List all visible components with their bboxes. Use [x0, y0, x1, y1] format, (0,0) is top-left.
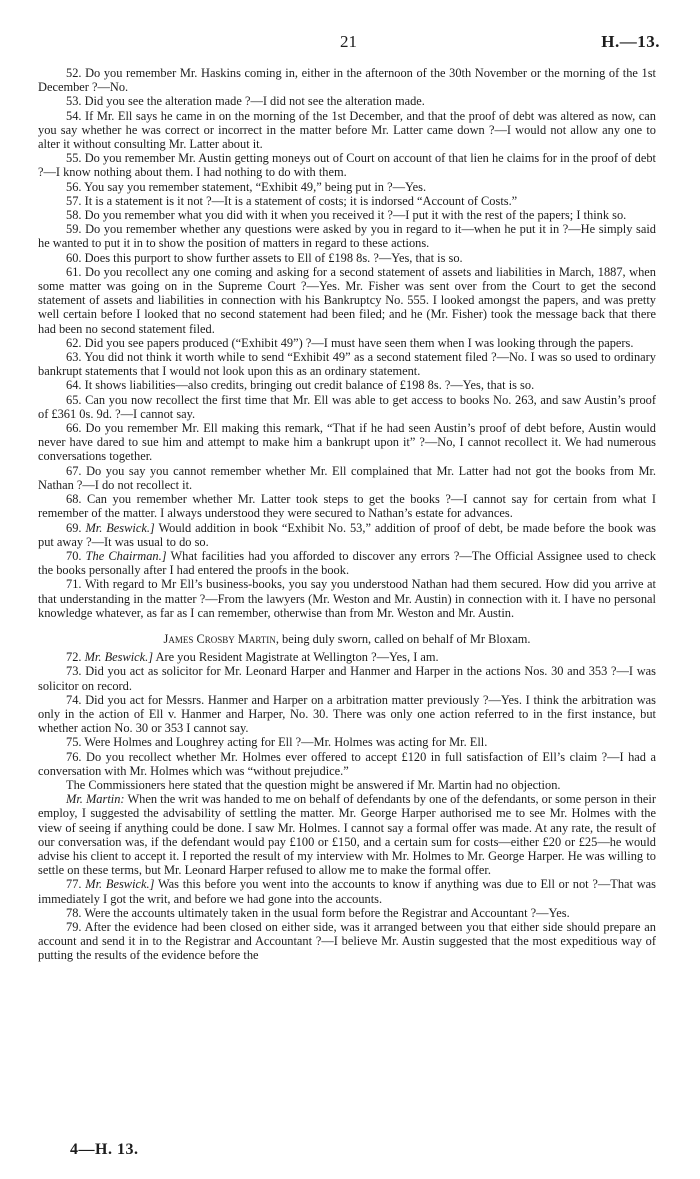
witness-oath: , being duly sworn, called on behalf of Mr Bloxam.	[275, 631, 531, 646]
question-text: After the evidence had been closed on either side, was it arranged between you that either side should prepare an account and send it in to the Registrar and Accountant ?—I believe Mr. Austin suggested that the most expeditious way of putting the results of the evidence before the	[38, 919, 657, 963]
paragraph-62	[38, 336, 656, 350]
page-header	[0, 32, 700, 52]
paragraph-59	[38, 222, 656, 250]
paragraph-76	[38, 750, 656, 778]
question-number: 67.	[66, 463, 82, 478]
question-text: Can you remember whether Mr. Latter took steps to get the books ?—I cannot say for certain from what I remember of the matter. I always understood they were secured to Nathan’s estate for advances.	[38, 492, 656, 521]
question-number: 53.	[66, 94, 82, 109]
question-text: Do you remember whether any questions were asked by you in regard to it—when he put it in ?—He simply said he wanted to put it in to show the position of matters in regard to these actions.	[38, 222, 656, 251]
paragraph-68	[38, 492, 656, 520]
question-text: Did you act for Messrs. Hanmer and Harper on a arbitration matter previously ?—Yes. I think the arbitration was only in the action of Ell v. Hanmer and Harper, No. 30. There was only one action referred to in the first instance, but whether action No. 30 or 353 I cannot say.	[38, 692, 656, 736]
paragraph-67	[38, 464, 656, 492]
question-number: 73.	[66, 664, 82, 679]
question-number: 75.	[66, 735, 82, 750]
question-text: Did you see papers produced (“Exhibit 49”) ?—I must have seen them when I was looking through the papers.	[84, 335, 634, 350]
question-text: Do you remember what you did with it when you received it ?—I put it with the rest of the papers; I think so.	[84, 208, 627, 223]
question-text: It shows liabilities—also credits, bringing out credit balance of £198 8s. ?—Yes, that is so.	[84, 378, 535, 393]
paragraph-77	[38, 877, 656, 905]
question-number: 65.	[66, 392, 82, 407]
speaker-label: Mr. Martin:	[66, 792, 125, 807]
question-number: 74.	[66, 692, 82, 707]
paragraph-79	[38, 920, 656, 963]
question-text: Would addition in book “Exhibit No. 53,” addition of proof of debt, be made before the book was put away ?—It was usual to do so.	[38, 520, 656, 549]
question-number: 70.	[66, 548, 82, 563]
body-text	[38, 66, 656, 963]
paragraph-55	[38, 151, 656, 179]
question-text: Do you remember Mr. Haskins coming in, either in the afternoon of the 30th November or the morning of the 1st December ?—No.	[38, 66, 656, 95]
question-number: 71.	[66, 577, 82, 592]
paragraph-54	[38, 109, 656, 152]
question-number: 58.	[66, 208, 82, 223]
question-text: If Mr. Ell says he came in on the morning of the 1st December, and that the proof of debt was altered as now, can you say whether he was correct or incorrect in the matter before Mr. Latter came down ?—I would not allow any one to alter it without consulting Mr. Latter about it.	[38, 108, 656, 152]
paragraph-65	[38, 393, 656, 421]
question-number: 78.	[66, 905, 82, 920]
speaker-label: Mr. Beswick.]	[85, 877, 155, 892]
paragraph-75	[38, 735, 656, 749]
question-number: 69.	[66, 520, 82, 535]
paragraph-56	[38, 180, 656, 194]
question-text: Does this purport to show further assets to Ell of £198 8s. ?—Yes, that is so.	[84, 250, 463, 265]
question-number: 79.	[66, 919, 82, 934]
question-number: 55.	[66, 151, 82, 166]
question-text: Do you recollect any one coming and asking for a second statement of assets and liabilities in March, 1887, when some matter was going on in the Supreme Court ?—Yes. Mr. Fisher was sent over from the Court to get the second statement of assets and liabilities in connection with his Bankruptcy No. 555. I looked amongst the papers, and was pretty well certain before I looked that no second statement had been filed; and he (Mr. Fisher) took the message back that there had been no second statement filed.	[38, 264, 656, 336]
paragraph-70	[38, 549, 656, 577]
question-text: You did not think it worth while to send “Exhibit 49” as a second statement filed ?—No. I was so used to ordinary bankrupt statements that I would not look upon this as an ordinary statement.	[38, 350, 656, 379]
question-text: Did you see the alteration made ?—I did not see the alteration made.	[84, 94, 425, 109]
question-number: 52.	[66, 66, 82, 80]
question-number: 64.	[66, 378, 82, 393]
question-number: 76.	[66, 749, 82, 764]
question-number: 68.	[66, 492, 82, 507]
question-number: 60.	[66, 250, 82, 265]
paragraph-69	[38, 521, 656, 549]
question-number: 77.	[66, 877, 82, 892]
speaker-label: Mr. Beswick.]	[84, 650, 154, 665]
question-number: 63.	[66, 350, 82, 365]
witness-heading	[38, 632, 656, 646]
question-text: Were Holmes and Loughrey acting for Ell ?—Mr. Holmes was acting for Mr. Ell.	[84, 735, 488, 750]
question-number: 56.	[66, 179, 82, 194]
question-text: Do you say you cannot remember whether Mr. Ell complained that Mr. Latter had not got the books from Mr. Nathan ?—I do not recollect it.	[38, 463, 656, 492]
paragraph-64	[38, 378, 656, 392]
question-number: 54.	[66, 108, 82, 123]
question-text: You say you remember statement, “Exhibit 49,” being put in ?—Yes.	[84, 179, 427, 194]
page-number: 21	[340, 32, 357, 51]
martin-statement	[38, 792, 656, 877]
commissioners-note: The Commissioners here stated that the question might be answered if Mr. Martin had no objection.	[66, 777, 561, 792]
question-number: 61.	[66, 264, 82, 279]
paragraph-72	[38, 650, 656, 664]
question-text: What facilities had you afforded to discover any errors ?—The Official Assignee used to check the books personally after I had entered the proofs in the book.	[38, 548, 656, 578]
printer-signature: 4—H. 13.	[70, 1141, 139, 1158]
speaker-label: Mr. Beswick.]	[85, 520, 155, 535]
paragraph-57	[38, 194, 656, 208]
question-number: 72.	[66, 650, 82, 665]
question-text: Can you now recollect the first time that Mr. Ell was able to get access to books No. 263, and saw Austin’s proof of £361 0s. 9d. ?—I cannot say.	[38, 392, 656, 421]
question-number: 59.	[66, 222, 82, 237]
question-text: Were the accounts ultimately taken in the usual form before the Registrar and Accountant ?—Yes.	[84, 905, 570, 920]
document-reference: H.—13.	[601, 32, 660, 51]
question-number: 62.	[66, 335, 82, 350]
question-text: With regard to Mr Ell’s business-books, you say you understood Nathan had them secured. How did you arrive at that understanding in the matter ?—From the lawyers (Mr. Weston and Mr. Austin) in connection with it. I have no personal knowledge whatever, as far as I can remember, otherwise than from Mr. Weston and Mr. Austin.	[38, 577, 656, 620]
paragraph-53	[38, 94, 656, 108]
paragraph-60	[38, 251, 656, 265]
speaker-label: The Chairman.]	[85, 548, 167, 563]
paragraph-71	[38, 577, 656, 620]
witness-name: James Crosby Martin	[163, 631, 276, 646]
question-text: Do you recollect whether Mr. Holmes ever offered to accept £120 in full satisfaction of Ell’s claim ?—I had a conversation with Mr. Holmes which was “without prejudice.”	[38, 749, 656, 778]
question-text: Do you remember Mr. Ell making this remark, “That if he had seen Austin’s proof of debt before, Austin would never have dared to sue him and attempt to make him a bankrupt upon it” ?—No, I cannot recollect it. We had numerous conversations together.	[38, 421, 656, 464]
question-number: 57.	[66, 193, 82, 208]
question-text: Did you act as solicitor for Mr. Leonard Harper and Hanmer and Harper in the actions Nos. 30 and 353 ?—I was solicitor on record.	[38, 664, 656, 693]
question-text: Do you remember Mr. Austin getting moneys out of Court on account of that lien he claims for in the proof of debt ?—I know nothing about them. I had nothing to do with them.	[38, 151, 656, 180]
question-text: Are you Resident Magistrate at Wellington ?—Yes, I am.	[155, 650, 439, 665]
question-text: It is a statement is it not ?—It is a statement of costs; it is indorsed “Account of Costs.”	[84, 193, 518, 208]
statement-text: When the writ was handed to me on behalf of defendants by one of the defendants, or some person in their employ, I suggested the advisability of settling the matter. Mr. George Harper authorised me to see Mr. Holmes with the view of seeing if anything could be done. I saw Mr. Holmes. I cannot say a formal offer was made. At any rate, the result of our conversation was, if the defendant would pay £100 or £150, and a certain sum for costs—either £20 or £25—he would advise his client to accept it. I reported the result of my interview with Mr. Holmes to Mr. George Harper. He was willing to settle on these terms, but Mr. Leonard Harper refused to allow me to make the formal offer.	[38, 792, 656, 878]
question-text: Was this before you went into the accounts to know if anything was due to Ell or not ?—That was immediately I got the writ, and before we had gone into the accounts.	[38, 877, 656, 906]
paragraph-74	[38, 693, 656, 736]
paragraph-63	[38, 350, 656, 378]
question-number: 66.	[66, 421, 82, 436]
paragraph-73	[38, 664, 656, 692]
paragraph-66	[38, 421, 656, 464]
paragraph-52	[38, 66, 656, 94]
paragraph-61	[38, 265, 656, 336]
paragraph-58	[38, 208, 656, 222]
paragraph-78	[38, 906, 656, 920]
